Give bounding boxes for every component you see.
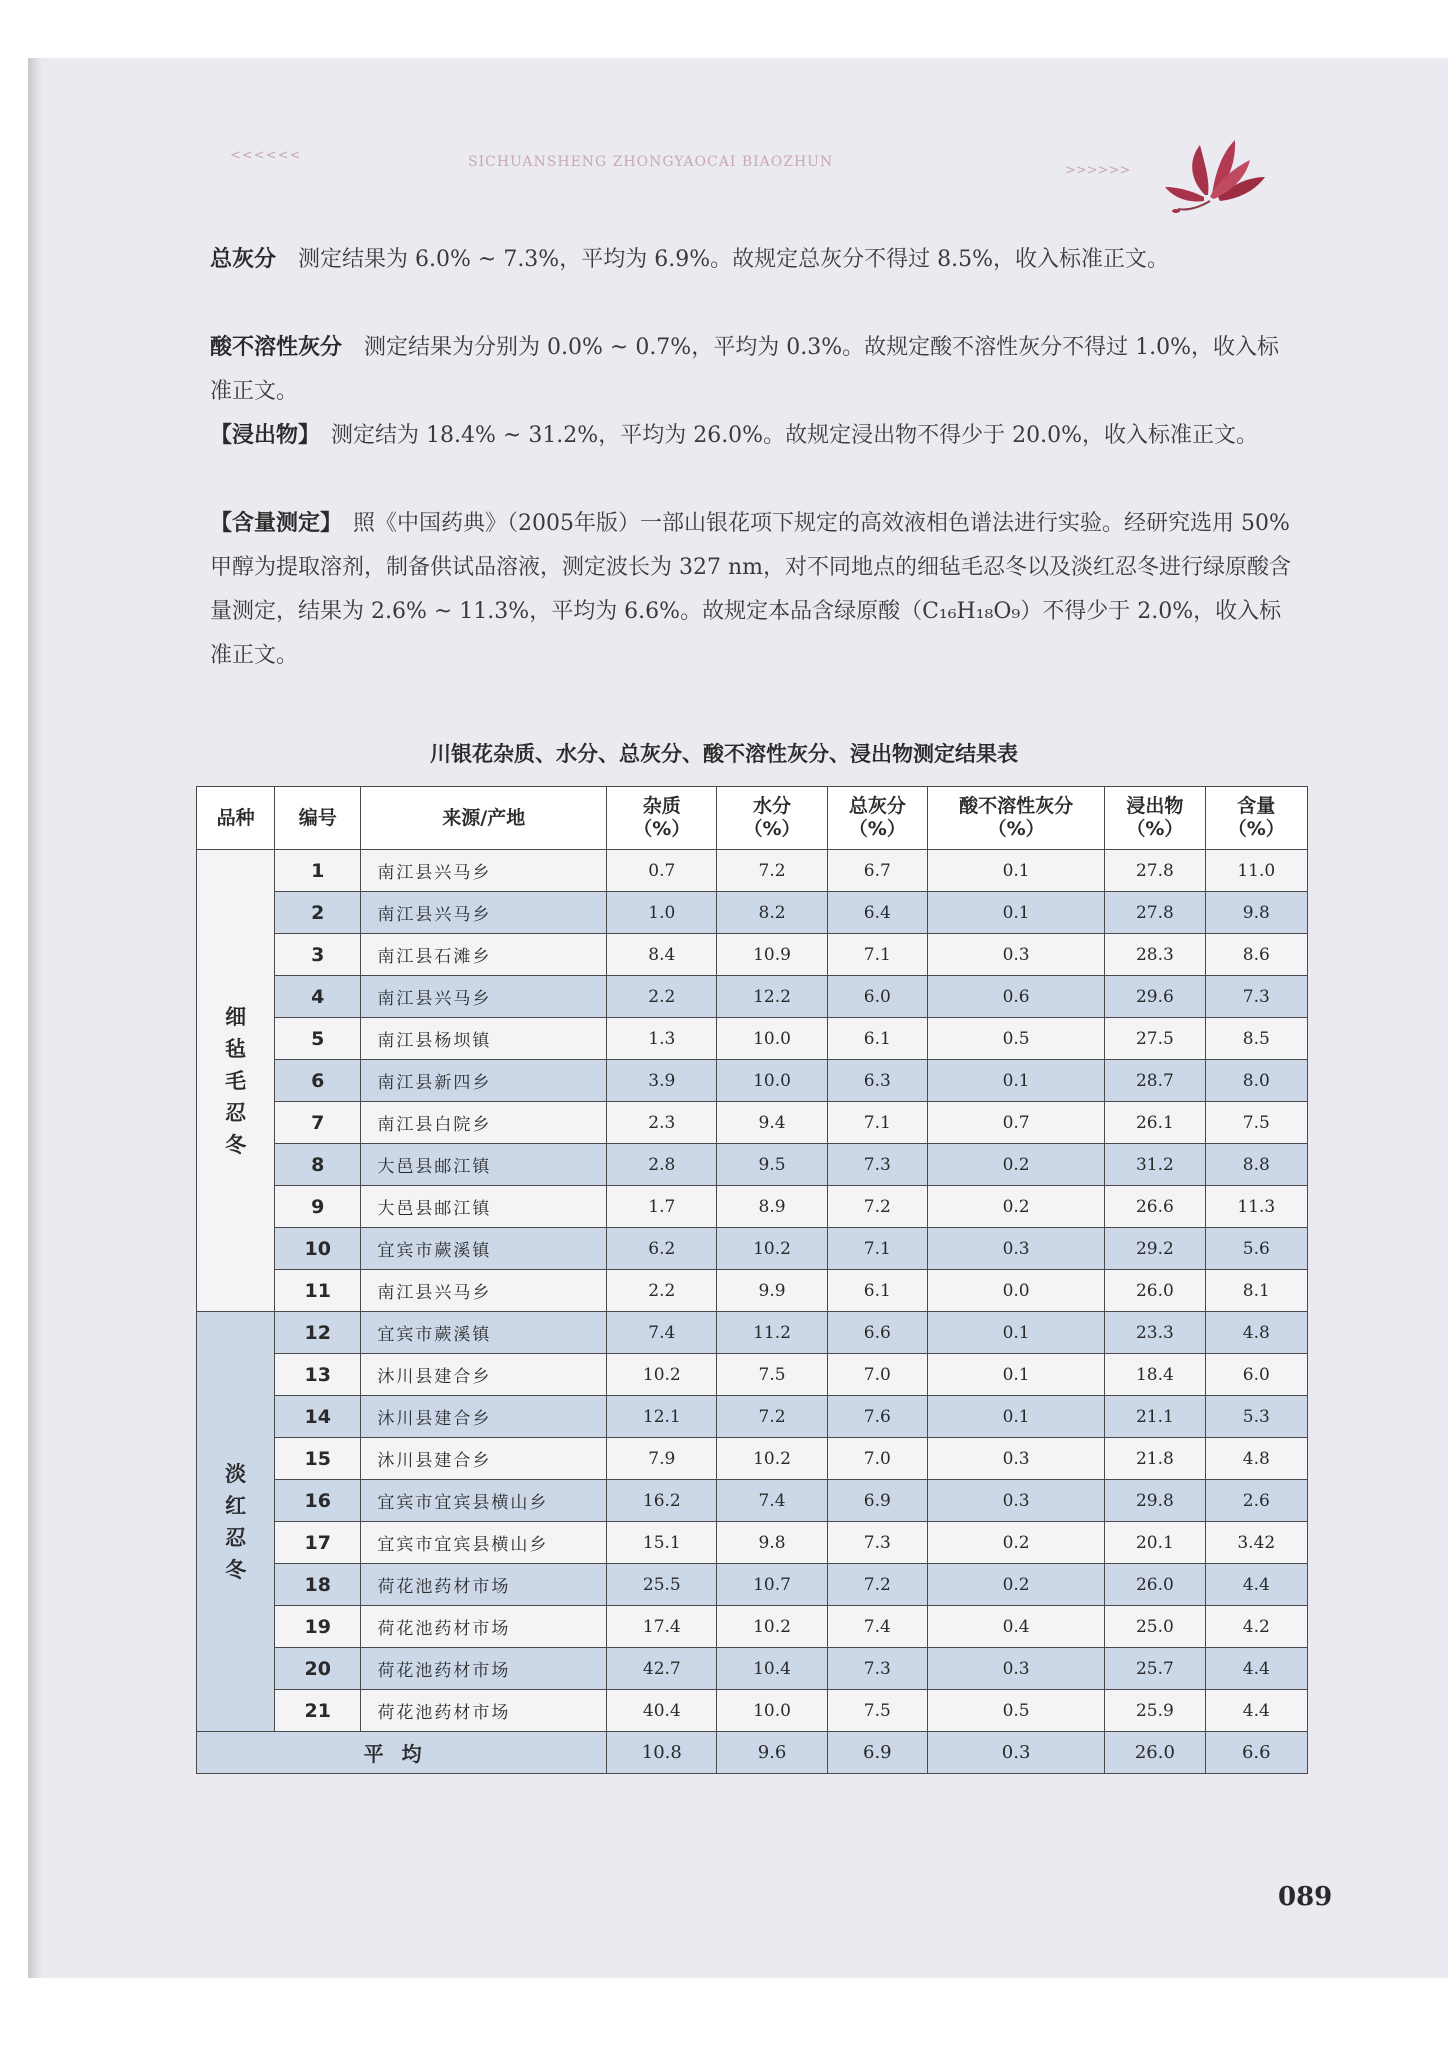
average-total-ash-cell: 6.9 <box>827 1732 927 1774</box>
acid-ash-cell: 0.5 <box>928 1018 1105 1060</box>
book-binding-edge <box>28 58 42 1978</box>
extract-cell: 29.2 <box>1105 1228 1205 1270</box>
extract-cell: 20.1 <box>1105 1522 1205 1564</box>
table-row <box>197 1354 1308 1396</box>
content-cell: 2.6 <box>1205 1480 1307 1522</box>
total-ash-cell: 7.0 <box>827 1354 927 1396</box>
paragraph-total-ash <box>210 238 1300 282</box>
moisture-cell: 8.9 <box>717 1186 827 1228</box>
acid-ash-cell: 0.1 <box>928 850 1105 892</box>
acid-ash-cell: 0.0 <box>928 1270 1105 1312</box>
table-row <box>197 1648 1308 1690</box>
total-ash-cell: 7.0 <box>827 1438 927 1480</box>
impurity-cell: 2.2 <box>607 1270 717 1312</box>
extract-cell: 21.8 <box>1105 1438 1205 1480</box>
label-assay: 【含量测定】 <box>210 511 332 536</box>
origin-cell: 宜宾市蕨溪镇 <box>361 1228 607 1270</box>
sample-number: 19 <box>275 1606 361 1648</box>
origin-cell: 沐川县建合乡 <box>361 1438 607 1480</box>
total-ash-cell: 7.2 <box>827 1186 927 1228</box>
table-title: 川银花杂质、水分、总灰分、酸不溶性灰分、浸出物测定结果表 <box>430 742 1018 766</box>
impurity-cell: 7.4 <box>607 1312 717 1354</box>
table-header-row <box>197 787 1308 850</box>
sample-number: 2 <box>275 892 361 934</box>
table-row <box>197 1144 1308 1186</box>
table-row <box>197 1690 1308 1732</box>
impurity-cell: 0.7 <box>607 850 717 892</box>
table-row <box>197 1312 1308 1354</box>
moisture-cell: 7.2 <box>717 1396 827 1438</box>
acid-ash-cell: 0.1 <box>928 1312 1105 1354</box>
paragraph-assay <box>210 502 1300 678</box>
table-row <box>197 1606 1308 1648</box>
sample-number: 9 <box>275 1186 361 1228</box>
impurity-cell: 8.4 <box>607 934 717 976</box>
acid-ash-cell: 0.1 <box>928 1396 1105 1438</box>
impurity-cell: 1.7 <box>607 1186 717 1228</box>
acid-ash-cell: 0.1 <box>928 1354 1105 1396</box>
header-total-ash: 总灰分 （%） <box>827 787 927 850</box>
header-extract: 浸出物 （%） <box>1105 787 1205 850</box>
table-row <box>197 1270 1308 1312</box>
origin-cell: 南江县兴马乡 <box>361 976 607 1018</box>
moisture-cell: 7.2 <box>717 850 827 892</box>
acid-ash-cell: 0.2 <box>928 1144 1105 1186</box>
label-extract: 【浸出物】 <box>210 423 310 448</box>
extract-cell: 26.6 <box>1105 1186 1205 1228</box>
origin-cell: 沐川县建合乡 <box>361 1354 607 1396</box>
sample-number: 8 <box>275 1144 361 1186</box>
total-ash-cell: 6.9 <box>827 1480 927 1522</box>
moisture-cell: 10.0 <box>717 1690 827 1732</box>
header-variety: 品种 <box>197 787 275 850</box>
acid-ash-cell: 0.3 <box>928 1228 1105 1270</box>
acid-ash-cell: 0.3 <box>928 1648 1105 1690</box>
total-ash-cell: 6.1 <box>827 1270 927 1312</box>
extract-cell: 18.4 <box>1105 1354 1205 1396</box>
origin-cell: 南江县石滩乡 <box>361 934 607 976</box>
moisture-cell: 10.9 <box>717 934 827 976</box>
origin-cell: 南江县白院乡 <box>361 1102 607 1144</box>
origin-cell: 荷花池药材市场 <box>361 1648 607 1690</box>
sample-number: 16 <box>275 1480 361 1522</box>
average-moisture-cell: 9.6 <box>717 1732 827 1774</box>
extract-cell: 25.9 <box>1105 1690 1205 1732</box>
total-ash-cell: 6.6 <box>827 1312 927 1354</box>
extract-cell: 25.0 <box>1105 1606 1205 1648</box>
variety-name: 细毡毛忍冬 <box>225 1004 247 1157</box>
content-cell: 7.5 <box>1205 1102 1307 1144</box>
content-cell: 5.3 <box>1205 1396 1307 1438</box>
paragraph-extract <box>210 414 1300 458</box>
table-row <box>197 1186 1308 1228</box>
total-ash-cell: 6.3 <box>827 1060 927 1102</box>
header-origin: 来源/产地 <box>361 787 607 850</box>
sample-number: 7 <box>275 1102 361 1144</box>
origin-cell: 沐川县建合乡 <box>361 1396 607 1438</box>
table-row <box>197 1564 1308 1606</box>
impurity-cell: 17.4 <box>607 1606 717 1648</box>
sample-number: 4 <box>275 976 361 1018</box>
total-ash-cell: 7.2 <box>827 1564 927 1606</box>
content-cell: 11.3 <box>1205 1186 1307 1228</box>
extract-cell: 27.5 <box>1105 1018 1205 1060</box>
origin-cell: 大邑县邮江镇 <box>361 1144 607 1186</box>
extract-cell: 26.0 <box>1105 1564 1205 1606</box>
extract-cell: 28.3 <box>1105 934 1205 976</box>
total-ash-cell: 6.7 <box>827 850 927 892</box>
variety-cell <box>197 1312 275 1732</box>
moisture-cell: 12.2 <box>717 976 827 1018</box>
content-cell: 4.8 <box>1205 1312 1307 1354</box>
sample-number: 21 <box>275 1690 361 1732</box>
moisture-cell: 10.0 <box>717 1018 827 1060</box>
origin-cell: 荷花池药材市场 <box>361 1564 607 1606</box>
extract-cell: 29.6 <box>1105 976 1205 1018</box>
impurity-cell: 15.1 <box>607 1522 717 1564</box>
content-cell: 4.4 <box>1205 1564 1307 1606</box>
acid-ash-cell: 0.5 <box>928 1690 1105 1732</box>
extract-cell: 29.8 <box>1105 1480 1205 1522</box>
acid-ash-cell: 0.7 <box>928 1102 1105 1144</box>
acid-ash-cell: 0.1 <box>928 892 1105 934</box>
content-cell: 8.8 <box>1205 1144 1307 1186</box>
content-cell: 9.8 <box>1205 892 1307 934</box>
origin-cell: 荷花池药材市场 <box>361 1690 607 1732</box>
moisture-cell: 11.2 <box>717 1312 827 1354</box>
table-row <box>197 1522 1308 1564</box>
content-cell: 11.0 <box>1205 850 1307 892</box>
total-ash-cell: 6.1 <box>827 1018 927 1060</box>
impurity-cell: 42.7 <box>607 1648 717 1690</box>
header-moisture: 水分 （%） <box>717 787 827 850</box>
content-cell: 4.8 <box>1205 1438 1307 1480</box>
extract-cell: 27.8 <box>1105 892 1205 934</box>
table-row <box>197 934 1308 976</box>
table-row <box>197 850 1308 892</box>
impurity-cell: 7.9 <box>607 1438 717 1480</box>
table-row <box>197 1480 1308 1522</box>
sample-number: 12 <box>275 1312 361 1354</box>
origin-cell: 南江县新四乡 <box>361 1060 607 1102</box>
content-cell: 8.1 <box>1205 1270 1307 1312</box>
total-ash-cell: 6.4 <box>827 892 927 934</box>
table-row <box>197 1018 1308 1060</box>
origin-cell: 荷花池药材市场 <box>361 1606 607 1648</box>
acid-ash-cell: 0.3 <box>928 934 1105 976</box>
sample-number: 13 <box>275 1354 361 1396</box>
origin-cell: 宜宾市蕨溪镇 <box>361 1312 607 1354</box>
moisture-cell: 10.4 <box>717 1648 827 1690</box>
impurity-cell: 3.9 <box>607 1060 717 1102</box>
total-ash-cell: 7.1 <box>827 934 927 976</box>
header-content: 含量 （%） <box>1205 787 1307 850</box>
label-acid-insoluble-ash: 酸不溶性灰分 <box>210 335 343 360</box>
impurity-cell: 16.2 <box>607 1480 717 1522</box>
content-cell: 8.0 <box>1205 1060 1307 1102</box>
text-extract: 测定结为 18.4% ~ 31.2%，平均为 26.0%。故规定浸出物不得少于 20.0%，收入标准正文。 <box>309 423 1258 448</box>
acid-ash-cell: 0.4 <box>928 1606 1105 1648</box>
acid-ash-cell: 0.1 <box>928 1060 1105 1102</box>
content-cell: 8.5 <box>1205 1018 1307 1060</box>
moisture-cell: 9.9 <box>717 1270 827 1312</box>
total-ash-cell: 7.1 <box>827 1102 927 1144</box>
extract-cell: 23.3 <box>1105 1312 1205 1354</box>
sample-number: 17 <box>275 1522 361 1564</box>
sample-number: 18 <box>275 1564 361 1606</box>
moisture-cell: 7.5 <box>717 1354 827 1396</box>
header-impurity: 杂质 （%） <box>607 787 717 850</box>
extract-cell: 31.2 <box>1105 1144 1205 1186</box>
origin-cell: 宜宾市宜宾县横山乡 <box>361 1480 607 1522</box>
impurity-cell: 40.4 <box>607 1690 717 1732</box>
average-content-cell: 6.6 <box>1205 1732 1307 1774</box>
table-row <box>197 1228 1308 1270</box>
average-row <box>197 1732 1308 1774</box>
paragraph-acid-insoluble-ash <box>210 326 1300 414</box>
total-ash-cell: 7.4 <box>827 1606 927 1648</box>
average-impurity-cell: 10.8 <box>607 1732 717 1774</box>
sample-number: 10 <box>275 1228 361 1270</box>
table-body <box>197 850 1308 1774</box>
moisture-cell: 10.0 <box>717 1060 827 1102</box>
sample-number: 1 <box>275 850 361 892</box>
content-cell: 4.2 <box>1205 1606 1307 1648</box>
sample-number: 11 <box>275 1270 361 1312</box>
acid-ash-cell: 0.2 <box>928 1564 1105 1606</box>
header-right-mark: >>>>>> <box>1065 163 1131 178</box>
extract-cell: 25.7 <box>1105 1648 1205 1690</box>
moisture-cell: 8.2 <box>717 892 827 934</box>
table-row <box>197 1060 1308 1102</box>
total-ash-cell: 7.1 <box>827 1228 927 1270</box>
variety-name: 淡红忍冬 <box>225 1461 247 1582</box>
acid-ash-cell: 0.3 <box>928 1438 1105 1480</box>
extract-cell: 21.1 <box>1105 1396 1205 1438</box>
content-cell: 7.3 <box>1205 976 1307 1018</box>
table-row <box>197 1102 1308 1144</box>
impurity-cell: 1.3 <box>607 1018 717 1060</box>
average-extract-cell: 26.0 <box>1105 1732 1205 1774</box>
origin-cell: 大邑县邮江镇 <box>361 1186 607 1228</box>
origin-cell: 南江县兴马乡 <box>361 850 607 892</box>
origin-cell: 南江县兴马乡 <box>361 892 607 934</box>
sample-number: 15 <box>275 1438 361 1480</box>
results-table <box>196 786 1308 1774</box>
text-acid-insoluble-ash: 测定结果为分别为 0.0% ~ 0.7%，平均为 0.3%。故规定酸不溶性灰分不得过 1.0%，收入标准正文。 <box>210 335 1279 404</box>
total-ash-cell: 7.3 <box>827 1648 927 1690</box>
content-cell: 3.42 <box>1205 1522 1307 1564</box>
acid-ash-cell: 0.3 <box>928 1480 1105 1522</box>
average-acid-ash-cell: 0.3 <box>928 1732 1105 1774</box>
table-row <box>197 1438 1308 1480</box>
impurity-cell: 25.5 <box>607 1564 717 1606</box>
text-assay: 照《中国药典》（2005年版）一部山银花项下规定的高效液相色谱法进行实验。经研究选用 50% 甲醇为提取溶剂，制备供试品溶液，测定波长为 327 nm，对不同地点的细毡毛忍冬以及淡红忍冬进行绿原酸含量测定，结果为 2.6% ~ 11.3%，平均为 6.6%。故规定本品含绿原酸（C₁₆H₁₈O₉）不得少于 2.0%，收入标准正文。 <box>210 511 1292 668</box>
moisture-cell: 9.5 <box>717 1144 827 1186</box>
moisture-cell: 9.4 <box>717 1102 827 1144</box>
moisture-cell: 9.8 <box>717 1522 827 1564</box>
acid-ash-cell: 0.2 <box>928 1522 1105 1564</box>
origin-cell: 宜宾市宜宾县横山乡 <box>361 1522 607 1564</box>
content-cell: 4.4 <box>1205 1690 1307 1732</box>
text-total-ash: 测定结果为 6.0% ~ 7.3%，平均为 6.9%。故规定总灰分不得过 8.5%，收入标准正文。 <box>276 247 1169 272</box>
flower-logo-icon <box>1160 125 1280 225</box>
running-title: SICHUANSHENG ZHONGYAOCAI BIAOZHUN <box>468 154 834 170</box>
impurity-cell: 1.0 <box>607 892 717 934</box>
total-ash-cell: 7.3 <box>827 1144 927 1186</box>
average-label: 平均 <box>197 1732 607 1774</box>
sample-number: 5 <box>275 1018 361 1060</box>
impurity-cell: 2.2 <box>607 976 717 1018</box>
content-cell: 5.6 <box>1205 1228 1307 1270</box>
total-ash-cell: 6.0 <box>827 976 927 1018</box>
impurity-cell: 6.2 <box>607 1228 717 1270</box>
extract-cell: 27.8 <box>1105 850 1205 892</box>
impurity-cell: 2.3 <box>607 1102 717 1144</box>
total-ash-cell: 7.3 <box>827 1522 927 1564</box>
origin-cell: 南江县兴马乡 <box>361 1270 607 1312</box>
sample-number: 14 <box>275 1396 361 1438</box>
content-cell: 8.6 <box>1205 934 1307 976</box>
content-cell: 6.0 <box>1205 1354 1307 1396</box>
sample-number: 6 <box>275 1060 361 1102</box>
page-number: 089 <box>1278 1882 1333 1912</box>
moisture-cell: 7.4 <box>717 1480 827 1522</box>
table-row <box>197 976 1308 1018</box>
sample-number: 3 <box>275 934 361 976</box>
label-total-ash: 总灰分 <box>210 247 277 272</box>
impurity-cell: 12.1 <box>607 1396 717 1438</box>
impurity-cell: 2.8 <box>607 1144 717 1186</box>
table-row <box>197 892 1308 934</box>
total-ash-cell: 7.5 <box>827 1690 927 1732</box>
variety-cell <box>197 850 275 1312</box>
sample-number: 20 <box>275 1648 361 1690</box>
header-left-mark: <<<<<< <box>230 148 302 163</box>
origin-cell: 南江县杨坝镇 <box>361 1018 607 1060</box>
header-acid-ash: 酸不溶性灰分 （%） <box>928 787 1105 850</box>
acid-ash-cell: 0.6 <box>928 976 1105 1018</box>
content-cell: 4.4 <box>1205 1648 1307 1690</box>
moisture-cell: 10.2 <box>717 1438 827 1480</box>
total-ash-cell: 7.6 <box>827 1396 927 1438</box>
extract-cell: 26.0 <box>1105 1270 1205 1312</box>
extract-cell: 26.1 <box>1105 1102 1205 1144</box>
moisture-cell: 10.2 <box>717 1228 827 1270</box>
moisture-cell: 10.7 <box>717 1564 827 1606</box>
acid-ash-cell: 0.2 <box>928 1186 1105 1228</box>
header-number: 编号 <box>275 787 361 850</box>
impurity-cell: 10.2 <box>607 1354 717 1396</box>
moisture-cell: 10.2 <box>717 1606 827 1648</box>
extract-cell: 28.7 <box>1105 1060 1205 1102</box>
table-row <box>197 1396 1308 1438</box>
